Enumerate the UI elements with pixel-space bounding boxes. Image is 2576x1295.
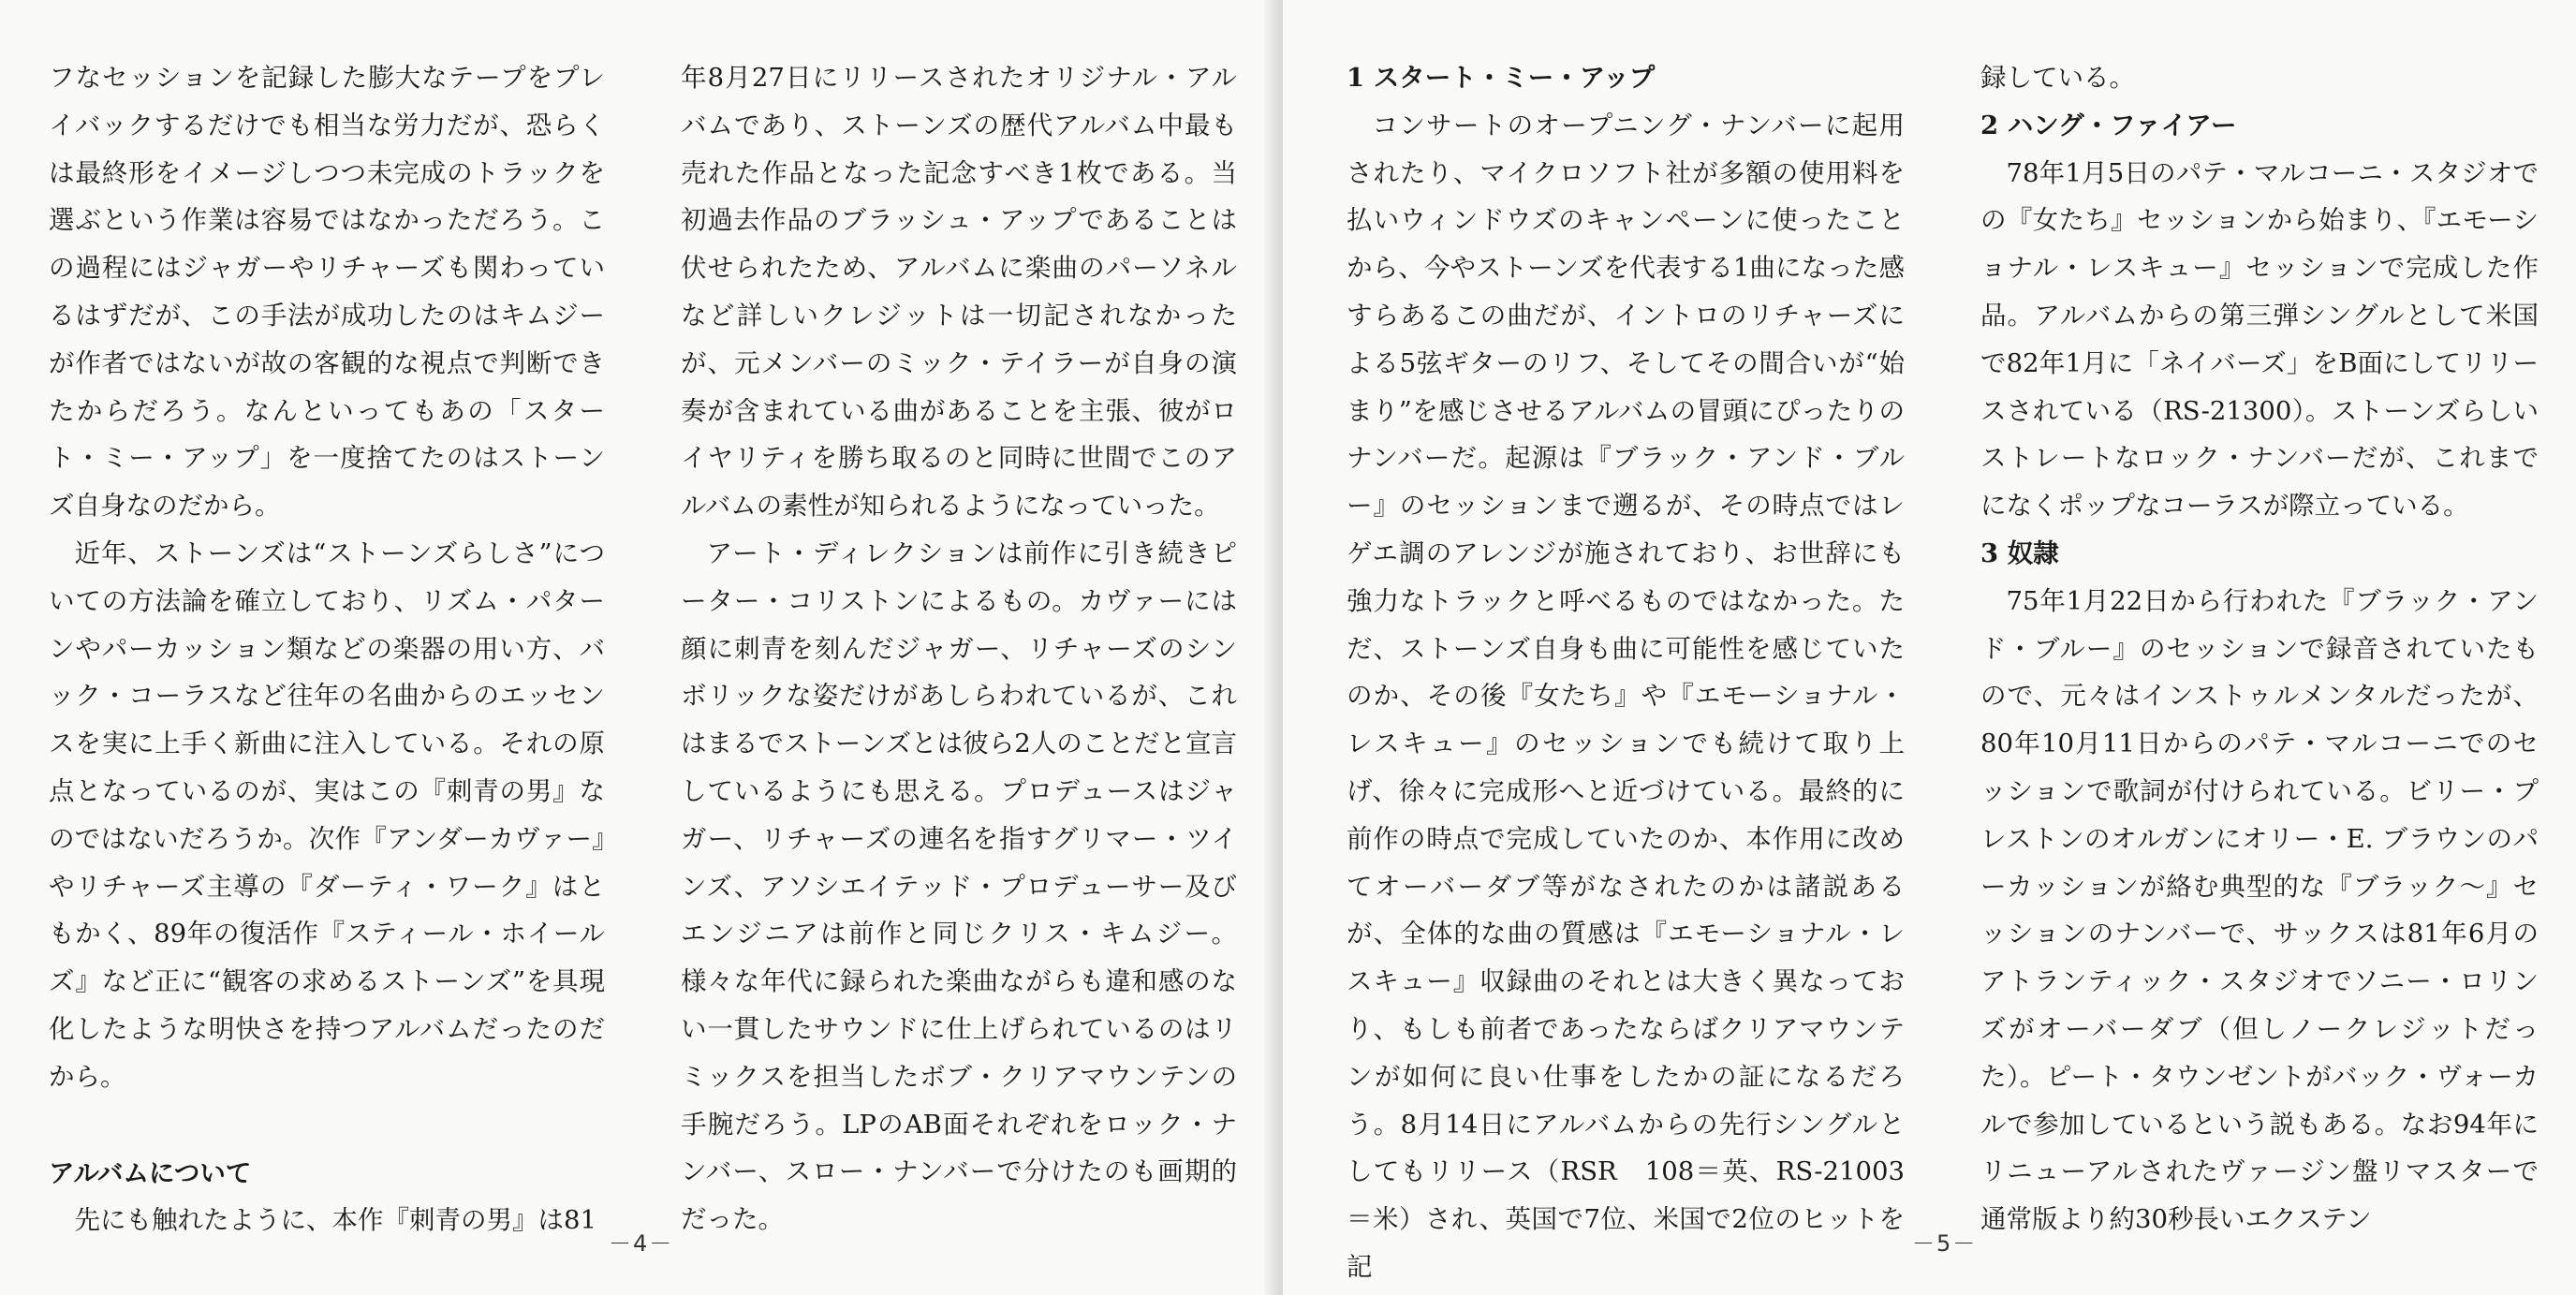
paragraph: 75年1月22日から行われた『ブラック・アンド・ブルー』のセッションで録音されていたもので、元々はインストゥルメンタルだったが、80年10月11日からのパテ・マルコーニでのセッションで歌詞が付けられている。ビリー・プレストンのオルガンにオリー・E. ブラウンのパーカッションが絡む典型的な『ブラック～』セッションのナンバーで、サックスは81年6月のアトランティック・スタジオでソニー・ロリンズがオーバーダブ（但しノークレジットだった）。ピート・タウンゼントがバック・ヴォーカルで参加しているという説もある。なお94年にリニューアルされたヴァージン盤リマスターで通常版より約30秒長いエクステン [1980,585,2539,1235]
paragraph: 年8月27日にリリースされたオリジナル・アルバムであり、ストーンズの歴代アルバム中最も売れた作品となった記念すべき1枚である。当初過去作品のブラッシュ・アップであることは伏せられたため、アルバムに楽曲のパーソネルなど詳しいクレジットは一切記されなかったが、元メンバーのミック・テイラーが自身の演奏が含まれている曲があることを主張、彼がロイヤリティを勝ち取るのと同時に世間でこのアルバムの素性が知られるようになっていった。 [681,63,1237,522]
paragraph: 先にも触れたように、本作『刺青の男』は81 [74,1205,596,1236]
track-heading-1: 1 スタート・ミー・アップ [1347,63,1656,93]
text-column-3 [1347,54,1905,1291]
paragraph: アート・ディレクションは前作に引き続きピーター・コリストンによるもの。カヴァーには顔に刺青を刻んだジャガー、リチャーズのシンボリックな姿だけがあしらわれているが、これはまるでストーンズとは彼ら2人のことだと宣言しているようにも思える。プロデュースはジャガー、リチャーズの連名を指すグリマー・ツインズ、アソシエイテッド・プロデューサー及びエンジニアは前作と同じクリス・キムジー。様々な年代に録られた楽曲ながらも違和感のない一貫したサウンドに仕上げられているのはリミックスを担当したボブ・クリアマウンテンの手腕だろう。LPのAB面それぞれをロック・ナンバー、スロー・ナンバーで分けたのも画期的だった。 [681,537,1237,1235]
left-page [0,0,1278,1295]
track-heading-3: 3 奴隷 [1980,537,2059,568]
page-number: －5－ [1912,1230,1978,1257]
paragraph: 近年、ストーンズは“ストーンズらしさ”についての方法論を確立しており、リズム・パターンやパーカッション類などの楽器の用い方、バック・コーラスなど往年の名曲からのエッセンスを実に上手く新曲に注入している。それの原点となっているのが、実はこの『刺青の男』なのではないだろうか。次作『アンダーカヴァー』やリチャーズ主導の『ダーティ・ワーク』はともかく、89年の復活作『スティール・ホイールズ』など正に“観客の求めるストーンズ”を具現化したような明快さを持つアルバムだったのだから。 [49,537,605,1092]
paragraph: 録している。 [1980,63,2135,93]
text-column-2 [681,54,1237,1243]
page-number: －4－ [609,1230,674,1257]
paragraph: フなセッションを記録した膨大なテープをプレイバックするだけでも相当な労力だが、恐らくは最終形をイメージしつつ未完成のトラックを選ぶという作業は容易ではなかっただろう。この過程にはジャガーやリチャーズも関わっているはずだが、この手法が成功したのはキムジーが作者ではないが故の客観的な視点で判断できたからだろう。なんといってもあの「スタート・ミー・アップ」を一度捨てたのはストーンズ自身なのだから。 [49,63,605,522]
paragraph: 78年1月5日のパテ・マルコーニ・スタジオでの『女たち』セッションから始まり、『エモーショナル・レスキュー』セッションで完成した作品。アルバムからの第三弾シングルとして米国で82年1月に「ネイバーズ」をB面にしてリリースされている（RS-21300）。ストーンズらしいストレートなロック・ナンバーだが、これまでになくポップなコーラスが際立っている。 [1980,157,2539,522]
text-column-1 [49,54,605,1244]
paragraph: コンサートのオープニング・ナンバーに起用されたり、マイクロソフト社が多額の使用料を払いウィンドウズのキャンペーンに使ったことから、今やストーンズを代表する1曲になった感すらあるこの曲だが、イントロのリチャーズによる5弦ギターのリフ、そしてその間合いが“始まり”を感じさせるアルバムの冒頭にぴったりのナンバーだ。起源は『ブラック・アンド・ブルー』のセッションまで遡るが、その時点ではレゲエ調のアレンジが施されており、お世辞にも強力なトラックと呼べるものではなかった。ただ、ストーンズ自身も曲に可能性を感じていたのか、その後『女たち』や『エモーショナル・レスキュー』のセッションでも続けて取り上げ、徐々に完成形へと近づけている。最終的に前作の時点で完成していたのか、本作用に改めてオーバーダブ等がなされたのかは諸説あるが、全体的な曲の質感は『エモーショナル・レスキュー』収録曲のそれとは大きく異なっており、もしも前者であったならばクリアマウンテンが如何に良い仕事をしたかの証になるだろう。8月14日にアルバムからの先行シングルとしてもリリース（RSR 108＝英、RS-21003＝米）され、英国で7位、米国で2位のヒットを記 [1347,110,1905,1282]
track-heading-2: 2 ハング・ファイアー [1980,110,2237,140]
text-column-4 [1980,54,2539,1243]
section-heading-album: アルバムについて [49,1157,252,1188]
